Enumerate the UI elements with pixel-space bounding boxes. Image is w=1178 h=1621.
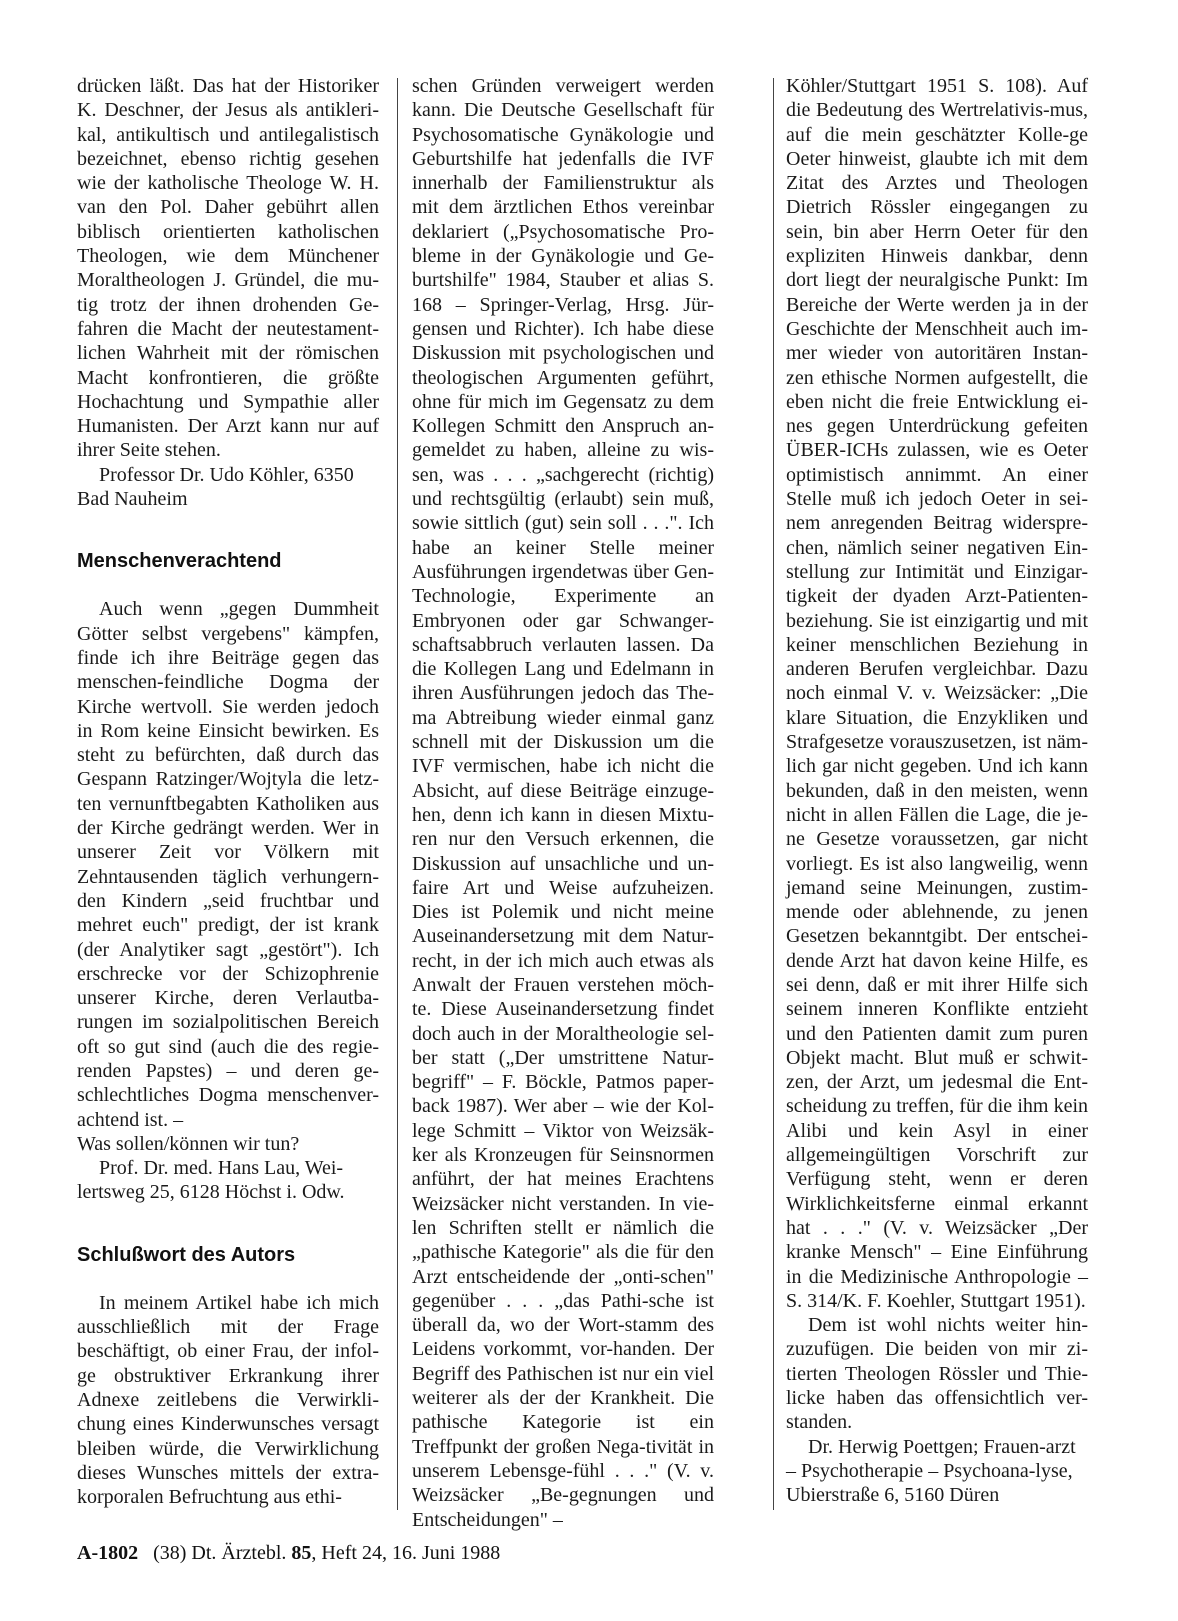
section-heading: Schlußwort des Autors: [77, 1243, 296, 1266]
section-heading: Menschenverachtend: [77, 550, 282, 573]
page-footer: [77, 1542, 500, 1565]
issue-date: , Heft 24, 16. Juni 1988: [311, 1542, 501, 1564]
page-code: A-1802: [77, 1542, 139, 1564]
letter-paragraph: In meinem Artikel habe ich mich ausschließlich mit der Frage beschäftigt, ob einer Frau, der infol-ge obstruktiver Erkrankung ihrer Adnexe zeitlebens die Verwirkli-chung eines Kinderwunsches versagt bleiben würde, die Verwirklichung dieses Wunsches mittels der extra-korporalen Befruchtung aus ethi-: [77, 1291, 379, 1509]
column-divider: [397, 78, 398, 1510]
text-column-left: [77, 74, 379, 1509]
text-column-middle: [412, 74, 714, 1532]
letter-paragraph: schen Gründen verweigert werden kann. Die Deutsche Gesellschaft für Psychosomatische Gynäkologie und Geburtshilfe hat jedenfalls die IVF innerhalb der Familienstruktur als mit dem ärztlichen Ethos vereinbar deklariert („Psychosomatische Pro-bleme in der Gynäkologie und Ge-burtshilfe" 1984, Stauber et alias S. 168 – Springer-Verlag, Hrsg. Jür-gensen und Richter). Ich habe diese Diskussion mit psychologischen und theologischen Argumenten geführt, ohne für mich im Gegensatz zu dem Kollegen Schmitt den Anspruch an-gemeldet zu haben, alleine zu wis-sen, was . . . „sachgerecht (richtig) und rechtsgültig (erlaubt) sein muß, sowie sittlich (gut) sein soll . . .". Ich habe an keiner Stelle meiner Ausführungen irgendetwas über Gen-Technologie, Experimente an Embryonen oder gar Schwanger-schaftsabbruch verlauten lassen. Da die Kollegen Lang und Edelmann in ihren Ausführungen jedoch das The-ma Abtreibung wieder einmal ganz schnell mit der Diskussion um die IVF vermischen, habe ich nicht die Absicht, auf diese Beiträge einzuge-hen, denn ich kann in diesen Mixtu-ren nur den Versuch erkennen, die Diskussion auf unsachliche und un-faire Art und Weise aufzuheizen. Dies ist Polemik und nicht meine Auseinandersetzung mit dem Natur-recht, in der ich mich auch etwas als Anwalt der Frauen verstehen möch-te. Diese Auseinandersetzung findet doch auch in der Moraltheologie sel-ber statt („Der umstrittene Natur-begriff" – F. Böckle, Patmos paper-back 1987). Wer aber – wie der Kol-lege Schmitt – Viktor von Weizsäk-ker als Kronzeugen für Seinsnormen anführt, der hat meines Erachtens Weizsäcker nicht verstanden. In vie-len Schriften stellt er nämlich die „pathische Kategorie" als die für den Arzt entscheidende der „onti-schen" gegenüber . . . „das Pathi-sche ist überall da, wo der Wort-stamm des Leidens vorkommt, vor-handen. Der Begriff des Pathischen ist nur ein viel weiterer als der der Krankheit. Die pathische Kategorie ist ein Treffpunkt der großen Nega-tivität in unserem Lebensge-fühl . . ." (V. v. Weizsäcker „Be-gegnungen und Entscheidungen" –: [412, 75, 714, 1531]
letter-signature: Professor Dr. Udo Köhler, 6350 Bad Nauheim: [77, 463, 354, 511]
letter-signature: Dr. Herwig Poettgen; Frauen-arzt – Psychotherapie – Psychoana-lyse, Ubierstraße 6, 5160 Düren: [786, 1435, 1076, 1507]
letter-paragraph: Was sollen/können wir tun?: [77, 1132, 300, 1155]
letter-paragraph: Dem ist wohl nichts weiter hin-zuzufügen. Die beiden von mir zi-tierten Theologen Rössler und Thie-licke haben das offensichtlich ver-standen.: [786, 1314, 1088, 1434]
text-column-right: [786, 74, 1088, 1508]
letter-paragraph: drücken läßt. Das hat der Historiker K. Deschner, der Jesus als antikleri-kal, antikultisch und antilegalistisch bezeichnet, ebenso richtig gesehen wie der katholische Theologe W. H. van den Pol. Daher gebührt allen biblisch orientierten katholischen Theologen, wie dem Münchener Moraltheologen J. Gründel, die mu-tig trotz der ihnen drohenden Ge-fahren die Macht der neutestament-lichen Wahrheit mit der römischen Macht konfrontieren, die größte Hochachtung und Sympathie aller Humanisten. Der Arzt kann nur auf ihrer Seite stehen.: [77, 75, 379, 462]
letter-paragraph: Köhler/Stuttgart 1951 S. 108). Auf die Bedeutung des Wertrelativis-mus, auf die mein geschätzter Kolle-ge Oeter hinweist, glaubte ich mit dem Zitat des Arztes und Theologen Dietrich Rössler eingegangen zu sein, bin aber Herrn Oeter für den expliziten Hinweis dankbar, denn dort liegt der neuralgische Punkt: Im Bereiche der Werte werden ja in der Geschichte der Menschheit auch im-mer wieder von autoritären Instan-zen ethische Normen aufgestellt, die eben nicht die freie Entwicklung ei-nes gegen Unterdrückung gefeiten ÜBER-ICHs zulassen, wie es Oeter optimistisch annimmt. An einer Stelle muß ich jedoch Oeter in sei-nem anregenden Beitrag widerspre-chen, nämlich seiner negativen Ein-stellung zur Intimität und Einzigar-tigkeit der dyaden Arzt-Patienten-beziehung. Sie ist einzigartig und mit keiner menschlichen Beziehung in anderen Berufen vergleichbar. Dazu noch einmal V. v. Weizsäcker: „Die klare Situation, die Enzykliken und Strafgesetze vorauszusetzen, ist näm-lich gar nicht gegeben. Und ich kann bekunden, daß in den meisten, wenn nicht in allen Fällen die Lage, die je-ne Gesetze voraussetzen, gar nicht vorliegt. Es ist also langweilig, wenn jemand seine Meinungen, zustim-mende oder ablehnende, zu jenen Gesetzen bekanntgibt. Der entschei-dende Arzt hat davon keine Hilfe, es sei denn, daß er mit ihrer Hilfe sich seinem inneren Konflikte entzieht und den Patienten damit zum puren Objekt macht. Blut muß er schwit-zen, der Arzt, um jedesmal die Ent-scheidung zu treffen, für die ihm kein Alibi und kein Asyl in einer allgemeingültigen Vorschrift zur Verfügung steht, wenn er deren Wirklichkeitsferne einmal erkannt hat . . ." (V. v. Weizsäcker „Der kranke Mensch" – Eine Einführung in die Medizinische Anthropologie – S. 314/K. F. Koehler, Stuttgart 1951).: [786, 75, 1088, 1312]
volume-number: 85: [291, 1542, 312, 1564]
letter-paragraph: Auch wenn „gegen Dummheit Götter selbst vergebens" kämpfen, finde ich ihre Beiträge gegen das menschen-feindliche Dogma der Kirche wertvoll. Sie werden jedoch in Rom keine Einsicht bewirken. Es steht zu befürchten, daß durch das Gespann Ratzinger/Wojtyla die letz-ten vernunftbegabten Katholiken aus der Kirche gedrängt werden. Wer in unserer Zeit vor Völkern mit Zehntausenden täglich verhungern-den Kindern „seid fruchtbar und mehret euch" predigt, der ist krank (der Analytiker sagt „gestört"). Ich erschrecke vor der Schizophrenie unserer Kirche, deren Verlautba-rungen im sozialpolitischen Bereich oft so gut sind (auch die des regie-renden Papstes) – und deren ge-schlechtliches Dogma menschenver-achtend ist. –: [77, 598, 379, 1131]
column-divider: [773, 78, 774, 1510]
letter-signature: Prof. Dr. med. Hans Lau, Wei-lertsweg 25, 6128 Höchst i. Odw.: [77, 1157, 345, 1204]
journal-ref: (38) Dt. Ärztebl.: [153, 1542, 287, 1564]
